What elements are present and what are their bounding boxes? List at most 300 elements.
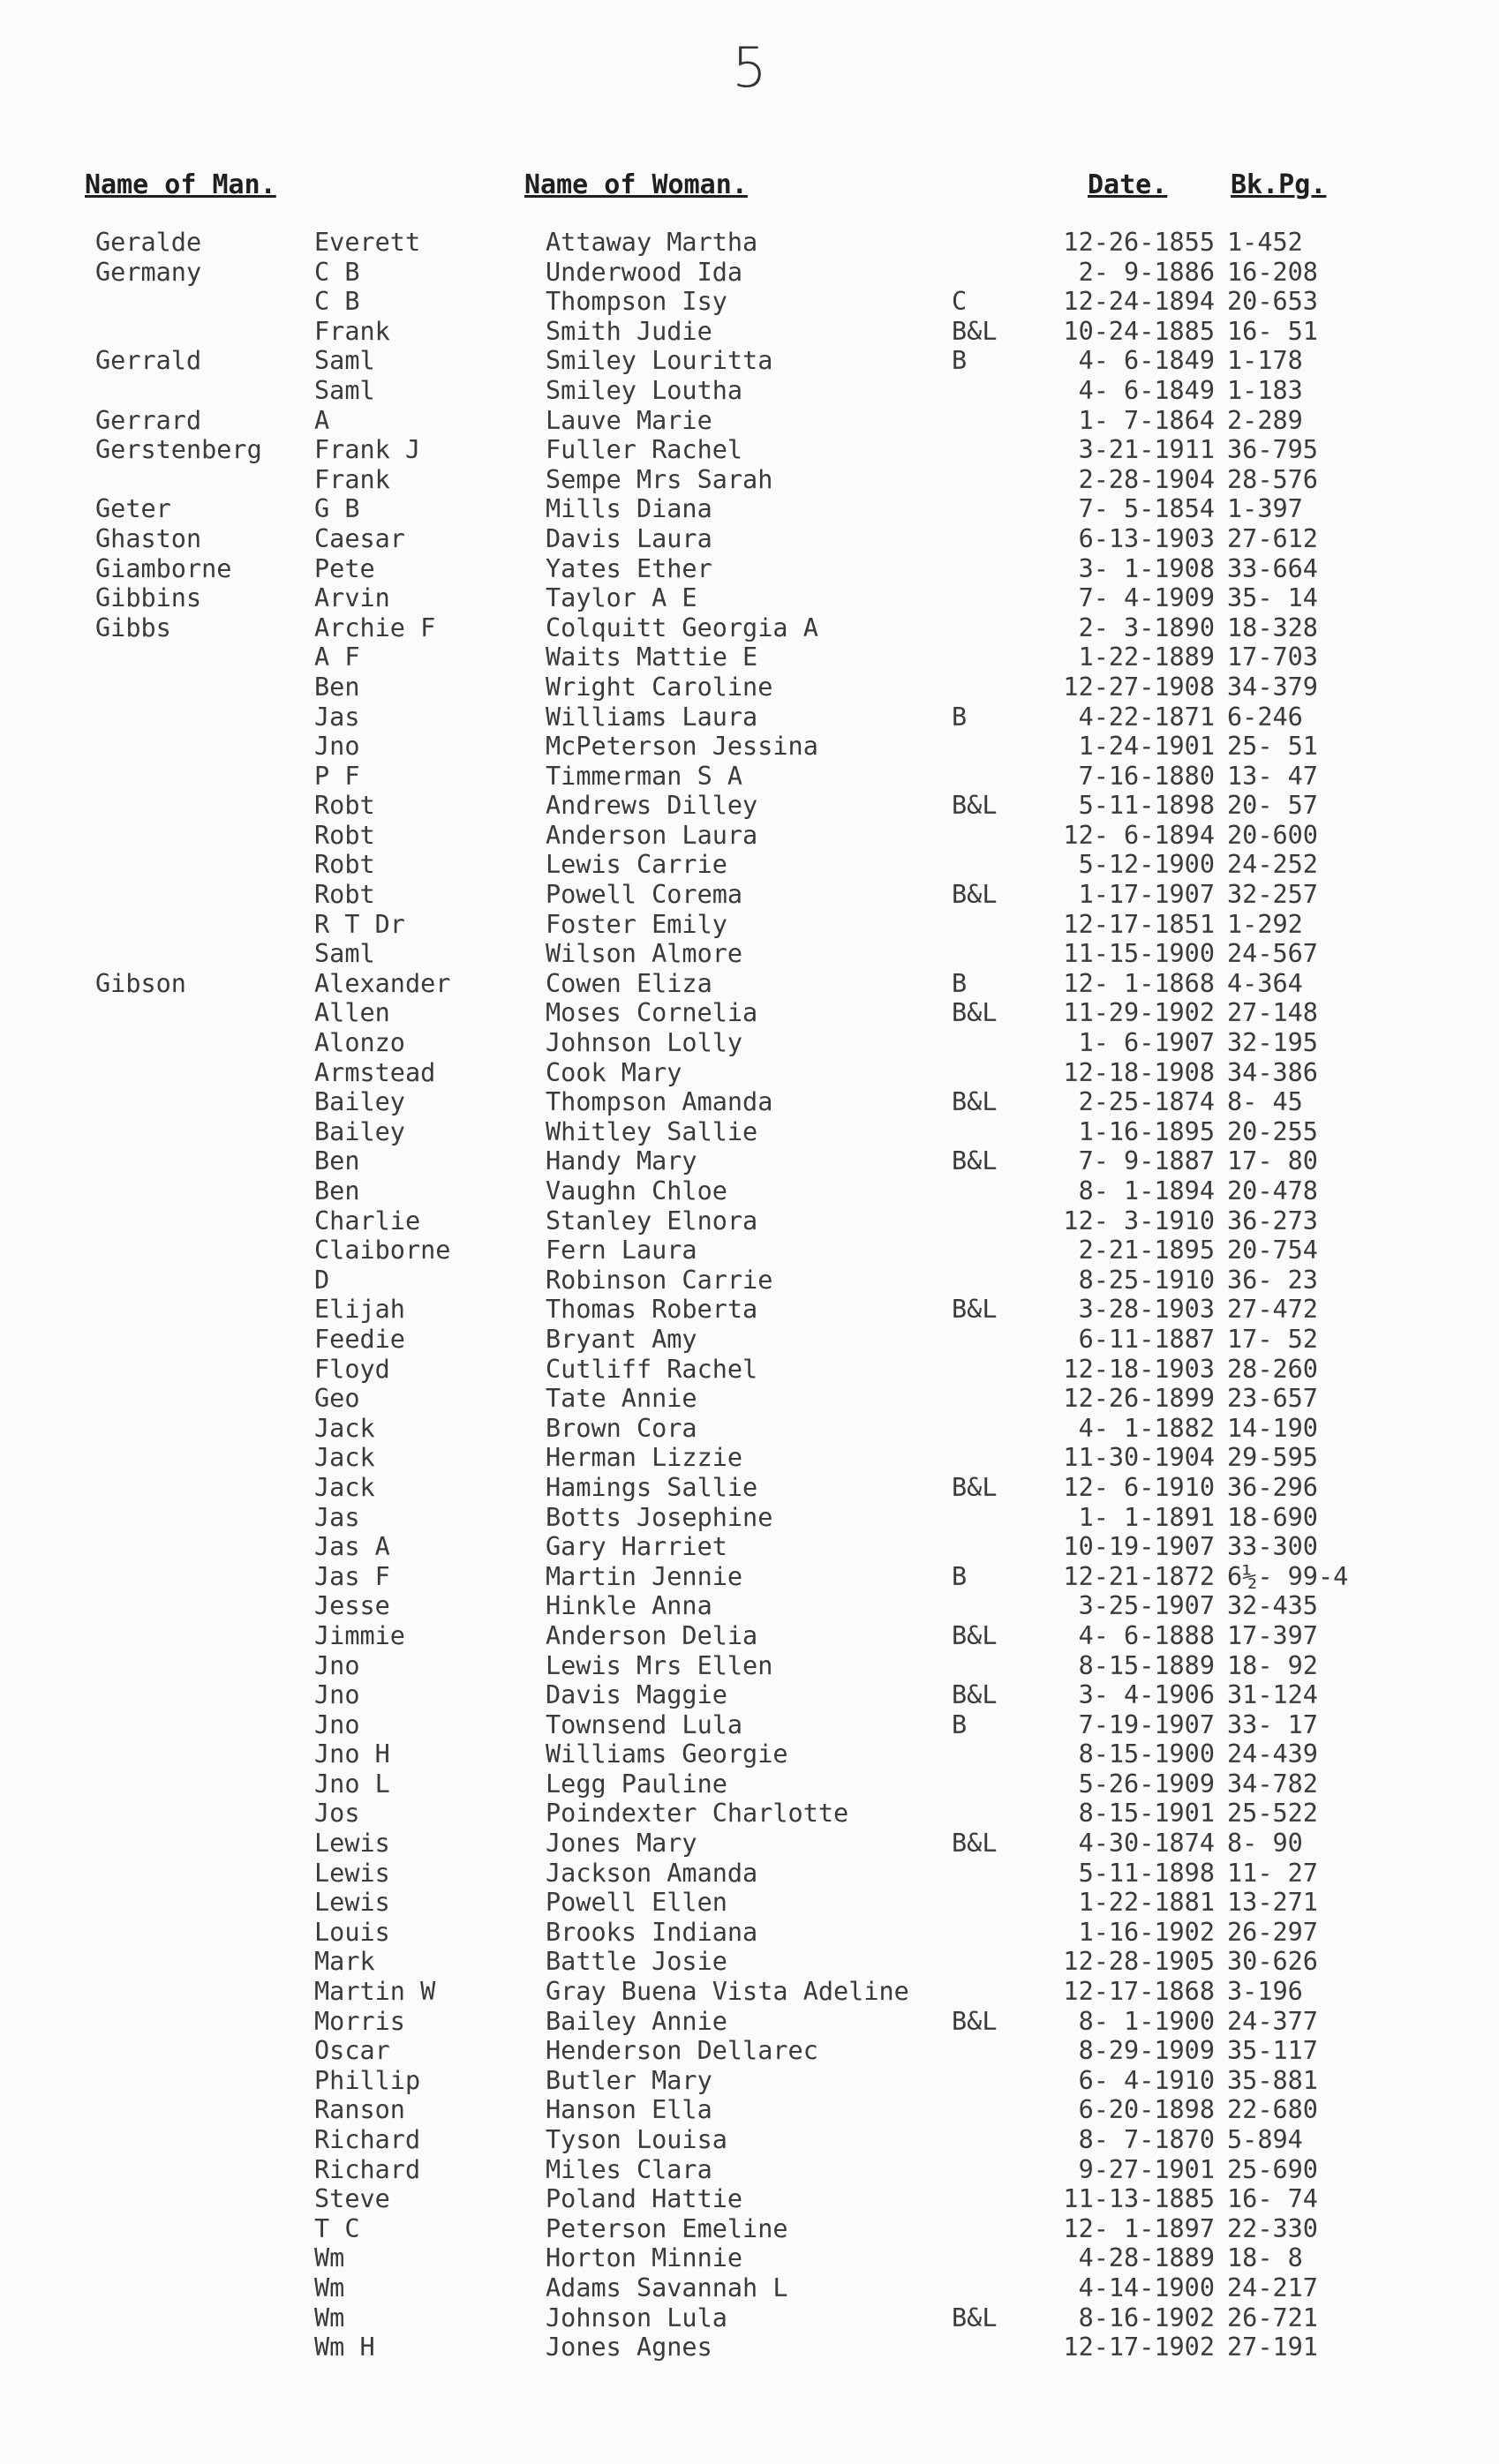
man-given-name: Bailey [314, 1087, 405, 1117]
marriage-date: 6-20-1898 [1078, 2095, 1215, 2125]
table-row [0, 346, 1499, 376]
table-row [0, 1799, 1499, 1829]
woman-name: Bailey Annie [546, 2006, 727, 2036]
man-given-name: Wm H [314, 2333, 375, 2363]
woman-name: Handy Mary [546, 1146, 697, 1176]
book-page: 36-273 [1227, 1206, 1318, 1236]
book-page: 16-208 [1227, 257, 1318, 287]
marriage-date: 5-11-1898 [1078, 1858, 1215, 1888]
man-given-name: Lewis [314, 1829, 390, 1859]
book-page: 27-612 [1227, 523, 1318, 553]
book-page: 20-255 [1227, 1116, 1318, 1146]
marriage-date: 3- 4-1906 [1078, 1680, 1215, 1710]
table-row [0, 732, 1499, 762]
table-row [0, 435, 1499, 465]
man-surname: Geter [95, 494, 171, 524]
table-row [0, 613, 1499, 643]
book-page: 22-330 [1227, 2213, 1318, 2243]
marriage-date: 12-17-1902 [1063, 2333, 1215, 2363]
woman-name: Timmerman S A [546, 761, 743, 791]
table-row [0, 1947, 1499, 1977]
man-given-name: D [314, 1265, 330, 1295]
marriage-date: 7-19-1907 [1078, 1709, 1215, 1739]
book-page: 34-782 [1227, 1769, 1318, 1799]
record-mark: B [952, 1561, 968, 1591]
marriage-date: 4- 6-1849 [1078, 375, 1215, 405]
man-given-name: Frank [314, 316, 390, 346]
book-page: 20- 57 [1227, 791, 1318, 821]
book-page: 6-246 [1227, 702, 1303, 732]
marriage-date: 8-15-1900 [1078, 1739, 1215, 1769]
record-mark: B&L [952, 316, 998, 346]
man-given-name: Jack [314, 1413, 375, 1443]
man-given-name: Morris [314, 2006, 405, 2036]
man-given-name: T C [314, 2213, 360, 2243]
marriage-date: 7- 5-1854 [1078, 494, 1215, 524]
marriage-date: 4-22-1871 [1078, 702, 1215, 732]
table-row [0, 1295, 1499, 1325]
man-surname: Gerrald [95, 346, 202, 376]
man-given-name: Robt [314, 820, 375, 850]
man-given-name: Caesar [314, 523, 405, 553]
table-row [0, 583, 1499, 613]
table-row [0, 821, 1499, 851]
woman-name: Wilson Almore [546, 939, 743, 969]
table-row [0, 702, 1499, 732]
marriage-date: 1-24-1901 [1078, 732, 1215, 762]
marriage-date: 4-28-1889 [1078, 2243, 1215, 2273]
man-given-name: A [314, 405, 330, 435]
woman-name: Davis Maggie [546, 1680, 727, 1710]
woman-name: Hinkle Anna [546, 1591, 712, 1621]
book-page: 17- 52 [1227, 1324, 1318, 1354]
table-row [0, 1859, 1499, 1889]
book-page: 1-292 [1227, 909, 1303, 939]
woman-name: Botts Josephine [546, 1502, 773, 1532]
man-given-name: Martin W [314, 1977, 436, 2007]
man-given-name: A F [314, 642, 360, 672]
table-row [0, 2095, 1499, 2125]
marriage-date: 12-24-1894 [1063, 287, 1215, 317]
woman-name: Cowen Eliza [546, 968, 712, 998]
man-given-name: Lewis [314, 1888, 390, 1918]
table-row [0, 1680, 1499, 1710]
marriage-date: 12- 1-1868 [1063, 968, 1215, 998]
marriage-date: 4- 1-1882 [1078, 1413, 1215, 1443]
marriage-date: 4- 6-1888 [1078, 1620, 1215, 1650]
woman-name: Gray Buena Vista Adeline [546, 1977, 909, 2007]
book-page: 20-600 [1227, 820, 1318, 850]
man-given-name: Jas [314, 1502, 360, 1532]
man-surname: Germany [95, 257, 202, 287]
marriage-date: 9-27-1901 [1078, 2154, 1215, 2184]
table-row [0, 1977, 1499, 2007]
woman-name: Taylor A E [546, 583, 697, 613]
woman-name: Underwood Ida [546, 257, 743, 287]
book-page: 25-522 [1227, 1799, 1318, 1829]
book-page: 22-680 [1227, 2095, 1318, 2125]
man-given-name: Ben [314, 1146, 360, 1176]
book-page: 17-703 [1227, 642, 1318, 672]
marriage-date: 12-18-1903 [1063, 1354, 1215, 1384]
man-given-name: Ben [314, 672, 360, 702]
table-row [0, 317, 1499, 347]
table-row [0, 465, 1499, 495]
book-page: 1-397 [1227, 494, 1303, 524]
book-page: 36-296 [1227, 1472, 1318, 1502]
record-mark: B [952, 1709, 968, 1739]
man-given-name: Richard [314, 2125, 421, 2154]
record-mark: B&L [952, 998, 998, 1028]
table-row [0, 554, 1499, 584]
table-row [0, 1769, 1499, 1799]
woman-name: Johnson Lula [546, 2302, 727, 2333]
man-given-name: Frank J [314, 435, 421, 465]
man-given-name: Saml [314, 346, 375, 376]
table-row [0, 762, 1499, 792]
marriage-date: 12- 6-1894 [1063, 820, 1215, 850]
page-number: 5 [732, 35, 767, 100]
man-given-name: Jno [314, 732, 360, 762]
marriage-date: 4- 6-1849 [1078, 346, 1215, 376]
woman-name: Miles Clara [546, 2154, 712, 2184]
woman-name: Whitley Sallie [546, 1116, 758, 1146]
record-mark: B [952, 968, 968, 998]
table-row [0, 2007, 1499, 2037]
marriage-date: 7- 9-1887 [1078, 1146, 1215, 1176]
book-page: 32-435 [1227, 1591, 1318, 1621]
table-row [0, 880, 1499, 910]
book-page: 33-300 [1227, 1532, 1318, 1562]
man-given-name: P F [314, 761, 360, 791]
table-row [0, 1325, 1499, 1355]
book-page: 13-271 [1227, 1888, 1318, 1918]
man-given-name: Pete [314, 553, 375, 583]
man-given-name: Jimmie [314, 1620, 405, 1650]
man-given-name: Jno [314, 1709, 360, 1739]
book-page: 29-595 [1227, 1443, 1318, 1473]
table-row [0, 1829, 1499, 1859]
marriage-date: 12- 6-1910 [1063, 1472, 1215, 1502]
man-given-name: Jas [314, 702, 360, 732]
marriage-date: 11-15-1900 [1063, 939, 1215, 969]
man-given-name: Oscar [314, 2036, 390, 2066]
table-row [0, 2066, 1499, 2096]
table-row [0, 1355, 1499, 1385]
book-page: 17- 80 [1227, 1146, 1318, 1176]
man-given-name: Armstead [314, 1057, 436, 1087]
man-given-name: Alexander [314, 968, 451, 998]
man-given-name: Archie F [314, 612, 436, 642]
book-page: 35-117 [1227, 2036, 1318, 2066]
man-given-name: Claiborne [314, 1236, 451, 1266]
book-page: 1-183 [1227, 375, 1303, 405]
woman-name: Legg Pauline [546, 1769, 727, 1799]
marriage-date: 11-29-1902 [1063, 998, 1215, 1028]
record-mark: B&L [952, 2302, 998, 2333]
marriage-date: 12-17-1868 [1063, 1977, 1215, 2007]
woman-name: Williams Laura [546, 702, 758, 732]
woman-name: Tate Annie [546, 1384, 697, 1414]
marriage-date: 5-12-1900 [1078, 850, 1215, 880]
man-given-name: Bailey [314, 1116, 405, 1146]
woman-name: Smiley Louritta [546, 346, 773, 376]
book-page: 18- 92 [1227, 1650, 1318, 1680]
book-page: 6½- 99-4 [1227, 1561, 1349, 1591]
book-page: 36-795 [1227, 435, 1318, 465]
marriage-date: 3-25-1907 [1078, 1591, 1215, 1621]
woman-name: Wright Caroline [546, 672, 773, 702]
marriage-date: 7-16-1880 [1078, 761, 1215, 791]
book-page: 34-379 [1227, 672, 1318, 702]
table-row [0, 1591, 1499, 1621]
table-row [0, 1384, 1499, 1414]
man-given-name: Wm [314, 2272, 345, 2302]
table-row [0, 2214, 1499, 2244]
marriage-date: 8-15-1901 [1078, 1799, 1215, 1829]
book-page: 4-364 [1227, 968, 1303, 998]
book-page: 24-377 [1227, 2006, 1318, 2036]
man-given-name: Phillip [314, 2065, 421, 2095]
man-given-name: Elijah [314, 1295, 405, 1325]
man-given-name: Jack [314, 1472, 375, 1502]
man-given-name: Jas A [314, 1532, 390, 1562]
woman-name: Brown Cora [546, 1413, 697, 1443]
woman-name: Johnson Lolly [546, 1028, 743, 1058]
marriage-date: 2-25-1874 [1078, 1087, 1215, 1117]
woman-name: Gary Harriet [546, 1532, 727, 1562]
woman-name: Moses Cornelia [546, 998, 758, 1028]
table-row [0, 672, 1499, 702]
woman-name: Martin Jennie [546, 1561, 743, 1591]
book-page: 13- 47 [1227, 761, 1318, 791]
man-surname: Gerrard [95, 405, 202, 435]
marriage-date: 12- 1-1897 [1063, 2213, 1215, 2243]
header-date: Date. [1088, 169, 1168, 200]
marriage-date: 2-28-1904 [1078, 464, 1215, 494]
marriage-date: 1- 7-1864 [1078, 405, 1215, 435]
woman-name: Vaughn Chloe [546, 1176, 727, 1206]
table-row [0, 1058, 1499, 1088]
book-page: 24-439 [1227, 1739, 1318, 1769]
table-row [0, 2155, 1499, 2185]
book-page: 31-124 [1227, 1680, 1318, 1710]
woman-name: Jackson Amanda [546, 1858, 758, 1888]
woman-name: Robinson Carrie [546, 1265, 773, 1295]
marriage-date: 2- 9-1886 [1078, 257, 1215, 287]
woman-name: Poland Hattie [546, 2184, 743, 2214]
book-page: 18-690 [1227, 1502, 1318, 1532]
woman-name: Adams Savannah L [546, 2272, 788, 2302]
book-page: 2-289 [1227, 405, 1303, 435]
marriage-date: 3-28-1903 [1078, 1295, 1215, 1325]
table-row [0, 1532, 1499, 1562]
table-row [0, 1918, 1499, 1948]
marriage-date: 12-18-1908 [1063, 1057, 1215, 1087]
table-row [0, 1146, 1499, 1176]
woman-name: Fern Laura [546, 1236, 697, 1266]
book-page: 24-252 [1227, 850, 1318, 880]
table-row [0, 406, 1499, 436]
woman-name: Attaway Martha [546, 228, 758, 257]
man-given-name: Arvin [314, 583, 390, 613]
table-row [0, 494, 1499, 524]
table-row [0, 1562, 1499, 1592]
book-page: 1-178 [1227, 346, 1303, 376]
book-page: 23-657 [1227, 1384, 1318, 1414]
book-page: 25- 51 [1227, 732, 1318, 762]
woman-name: Tyson Louisa [546, 2125, 727, 2154]
woman-name: Lauve Marie [546, 405, 712, 435]
man-given-name: Jack [314, 1443, 375, 1473]
woman-name: Bryant Amy [546, 1324, 697, 1354]
table-row [0, 1651, 1499, 1681]
woman-name: Yates Ether [546, 553, 712, 583]
woman-name: Peterson Emeline [546, 2213, 788, 2243]
man-given-name: G B [314, 494, 360, 524]
marriage-date: 1-22-1881 [1078, 1888, 1215, 1918]
table-row [0, 2303, 1499, 2333]
table-row [0, 910, 1499, 940]
record-mark: B&L [952, 791, 998, 821]
marriage-date: 3- 1-1908 [1078, 553, 1215, 583]
marriage-date: 2- 3-1890 [1078, 612, 1215, 642]
man-given-name: Jno [314, 1680, 360, 1710]
man-given-name: C B [314, 287, 360, 317]
man-given-name: Jno [314, 1650, 360, 1680]
book-page: 34-386 [1227, 1057, 1318, 1087]
marriage-date: 5-11-1898 [1078, 791, 1215, 821]
man-given-name: Alonzo [314, 1028, 405, 1058]
woman-name: Thompson Amanda [546, 1087, 773, 1117]
book-page: 24-567 [1227, 939, 1318, 969]
woman-name: Thomas Roberta [546, 1295, 758, 1325]
man-given-name: Floyd [314, 1354, 390, 1384]
table-row [0, 2125, 1499, 2155]
man-given-name: Frank [314, 464, 390, 494]
table-row [0, 2036, 1499, 2066]
marriage-date: 4-30-1874 [1078, 1829, 1215, 1859]
woman-name: Butler Mary [546, 2065, 712, 2095]
book-page: 1-452 [1227, 228, 1303, 257]
marriage-record-list [0, 228, 1499, 2363]
book-page: 30-626 [1227, 1947, 1318, 1977]
woman-name: Andrews Dilley [546, 791, 758, 821]
marriage-date: 12-26-1899 [1063, 1384, 1215, 1414]
marriage-date: 12-27-1908 [1063, 672, 1215, 702]
book-page: 8- 90 [1227, 1829, 1303, 1859]
table-row [0, 1028, 1499, 1058]
book-page: 32-257 [1227, 880, 1318, 910]
man-given-name: Everett [314, 228, 421, 257]
record-mark: B&L [952, 1146, 998, 1176]
man-given-name: Wm [314, 2243, 345, 2273]
man-given-name: Saml [314, 375, 375, 405]
book-page: 27-191 [1227, 2333, 1318, 2363]
table-row [0, 1176, 1499, 1206]
woman-name: Smith Judie [546, 316, 712, 346]
man-given-name: Steve [314, 2184, 390, 2214]
woman-name: Davis Laura [546, 523, 712, 553]
woman-name: Lewis Carrie [546, 850, 727, 880]
marriage-date: 1-22-1889 [1078, 642, 1215, 672]
book-page: 28-260 [1227, 1354, 1318, 1384]
man-surname: Geralde [95, 228, 202, 257]
marriage-date: 7- 4-1909 [1078, 583, 1215, 613]
marriage-date: 12-26-1855 [1063, 228, 1215, 257]
marriage-date: 10-19-1907 [1063, 1532, 1215, 1562]
table-row [0, 376, 1499, 406]
woman-name: Brooks Indiana [546, 1917, 758, 1947]
table-row [0, 2333, 1499, 2363]
table-row [0, 998, 1499, 1028]
table-row [0, 1621, 1499, 1651]
book-page: 20-478 [1227, 1176, 1318, 1206]
man-given-name: Jos [314, 1799, 360, 1829]
marriage-date: 6-13-1903 [1078, 523, 1215, 553]
woman-name: Lewis Mrs Ellen [546, 1650, 773, 1680]
woman-name: Battle Josie [546, 1947, 727, 1977]
record-mark: B&L [952, 1472, 998, 1502]
marriage-date: 8- 1-1894 [1078, 1176, 1215, 1206]
book-page: 27-148 [1227, 998, 1318, 1028]
book-page: 5-894 [1227, 2125, 1303, 2154]
woman-name: Anderson Delia [546, 1620, 758, 1650]
book-page: 33- 17 [1227, 1709, 1318, 1739]
book-page: 17-397 [1227, 1620, 1318, 1650]
table-row [0, 1888, 1499, 1918]
table-row [0, 939, 1499, 969]
table-row [0, 850, 1499, 880]
man-given-name: Lewis [314, 1858, 390, 1888]
table-row [0, 2184, 1499, 2214]
marriage-date: 1- 1-1891 [1078, 1502, 1215, 1532]
man-given-name: Richard [314, 2154, 421, 2184]
woman-name: Jones Mary [546, 1829, 697, 1859]
marriage-date: 11-30-1904 [1063, 1443, 1215, 1473]
man-given-name: Feedie [314, 1324, 405, 1354]
book-page: 26-297 [1227, 1917, 1318, 1947]
table-row [0, 1710, 1499, 1740]
marriage-date: 2-21-1895 [1078, 1236, 1215, 1266]
table-row [0, 524, 1499, 554]
man-surname: Gibson [95, 968, 186, 998]
table-row [0, 1266, 1499, 1296]
woman-name: Colquitt Georgia A [546, 612, 818, 642]
marriage-date: 8- 7-1870 [1078, 2125, 1215, 2154]
man-given-name: Robt [314, 850, 375, 880]
woman-name: McPeterson Jessina [546, 732, 818, 762]
table-row [0, 2243, 1499, 2273]
woman-name: Foster Emily [546, 909, 727, 939]
man-given-name: Jno L [314, 1769, 390, 1799]
book-page: 18-328 [1227, 612, 1318, 642]
table-row [0, 258, 1499, 288]
table-row [0, 1414, 1499, 1444]
table-row [0, 1206, 1499, 1236]
marriage-date: 1-16-1902 [1078, 1917, 1215, 1947]
marriage-date: 12-21-1872 [1063, 1561, 1215, 1591]
woman-name: Thompson Isy [546, 287, 727, 317]
header-name-of-man: Name of Man. [85, 169, 276, 200]
marriage-date: 12-28-1905 [1063, 1947, 1215, 1977]
marriage-date: 8-16-1902 [1078, 2302, 1215, 2333]
table-row [0, 1087, 1499, 1117]
book-page: 33-664 [1227, 553, 1318, 583]
book-page: 24-217 [1227, 2272, 1318, 2302]
woman-name: Townsend Lula [546, 1709, 743, 1739]
record-mark: B&L [952, 1620, 998, 1650]
